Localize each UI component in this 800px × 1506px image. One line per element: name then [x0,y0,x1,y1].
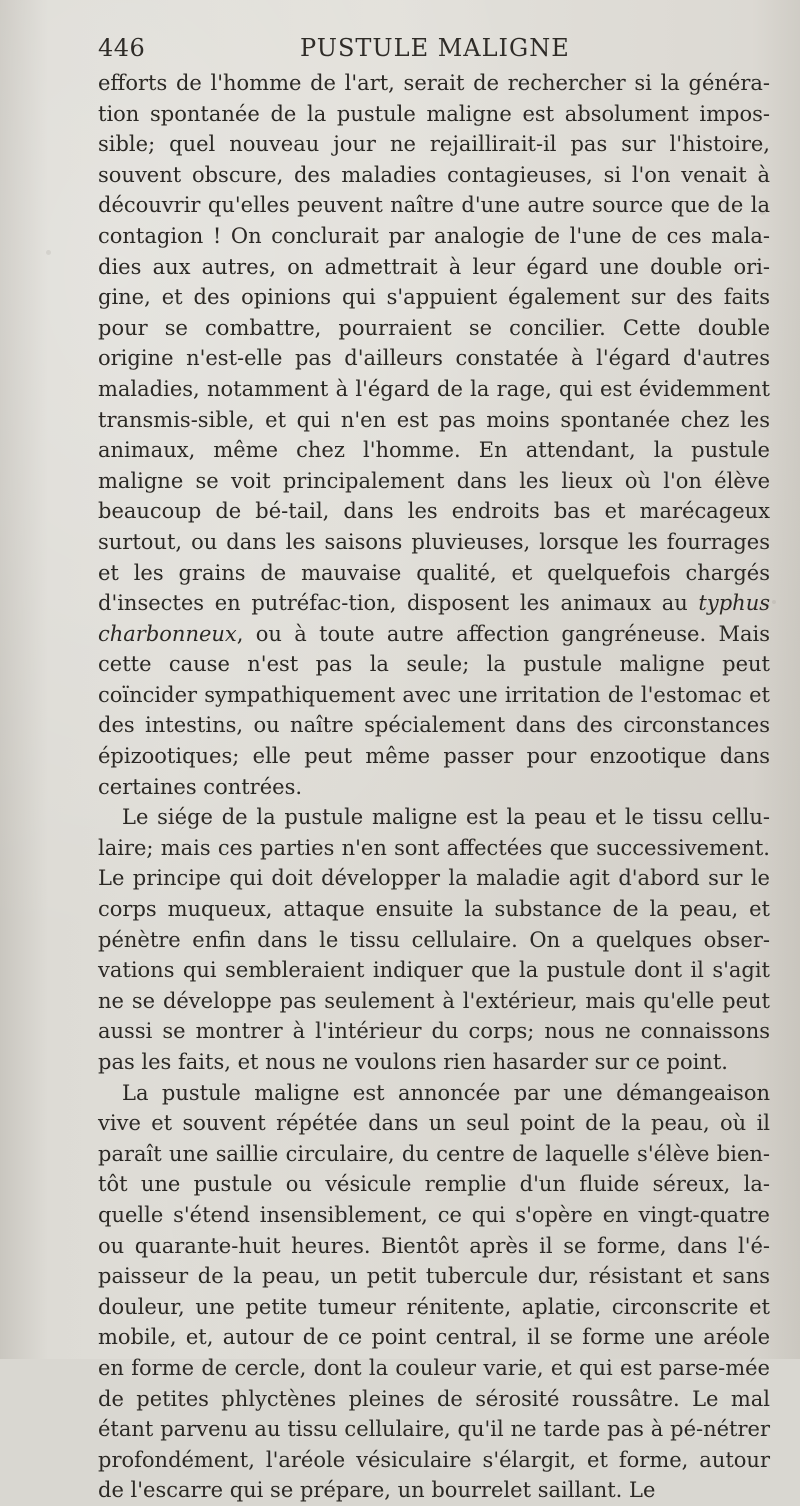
paragraph-continuation [98,68,770,802]
page-number: 446 [98,34,146,62]
paragraph-siege: Le siége de la pustule maligne est la peau et le tissu cellu-laire; mais ces parties n'en sont affectées que successivement. Le principe qui doit développer la maladie agit d'abord sur le corps muqueux, attaque ensuite la substance de la peau, et pénètre enfin dans le tissu cellulaire. On a quelques obser-vations qui sembleraient indiquer que la pustule dont il s'agit ne se développe pas seulement à l'extérieur, mais qu'elle peut aussi se montrer à l'intérieur du corps; nous ne connaissons pas les faits, et nous ne voulons rien hasarder sur ce point. [98,805,770,1074]
page-header [0,34,800,68]
paper-stain [46,250,51,255]
paragraph-annonce: La pustule maligne est annoncée par une démangeaison vive et souvent répétée dans un seul point de la peau, où il paraît une saillie circulaire, du centre de laquelle s'élève bien-tôt une pustule ou vésicule remplie d'un fluide séreux, la-quelle s'étend insensiblement, ce qui s'opère en vingt-quatre ou quarante-huit heures. Bientôt après il se forme, dans l'é-paisseur de la peau, un petit tubercule dur, résistant et sans douleur, une petite tumeur rénitente, aplatie, circonscrite et mobile, et, autour de ce point central, il se forme une aréole en forme de cercle, dont la couleur varie, et qui est parse-mée de petites phlyctènes pleines de sérosité roussâtre. Le mal étant parvenu au tissu cellulaire, qu'il ne tarde pas à pé-nétrer profondément, l'aréole vésiculaire s'élargit, et forme, autour de l'escarre qui se prépare, un bourrelet saillant. Le [98,1080,770,1503]
running-title: PUSTULE MALIGNE [300,34,570,62]
paper-stain [772,600,776,604]
paragraph-text: efforts de l'homme de l'art, serait de rechercher si la généra-tion spontanée de la pustule maligne est absolument impos-sible; quel nouveau jour ne rejaillirait-il pas sur l'histoire, souvent obscure, des maladies contagieuses, si l'on venait à découvrir qu'elles peuvent naître d'une autre source que de la contagion ! On conclurait par analogie de l'une de ces mala-dies aux autres, on admettrait à leur égard une double ori-gine, et des opinions qui s'appuient également sur des faits pour se combattre, pourraient se concilier. Cette double origine n'est-elle pas d'ailleurs constatée à l'égard d'autres maladies, notamment à l'égard de la rage, qui est évidemment transmis-sible, et qui n'en est pas moins spontanée chez les animaux, même chez l'homme. En attendant, la pustule maligne se voit principalement dans les lieux où l'on élève beaucoup de bé-tail, dans les endroits bas et marécageux surtout, ou dans les saisons pluvieuses, lorsque les fourrages et les grains de mauvaise qualité, et quelquefois chargés d'insectes en putréfac-tion, disposent les animaux au [98,71,770,616]
paragraph-text: , ou à toute autre affection gangréneuse. Mais cette cause n'est pas la seule; la pustule maligne peut coïncider sympathiquement avec une irritation de l'estomac et des intestins, ou naître spécialement dans des circonstances épizootiques; elle peut même passer pour enzootique dans certaines contrées. [98,621,770,799]
italic-term: typhus charbonneux [98,591,770,646]
body-text [98,68,770,1506]
